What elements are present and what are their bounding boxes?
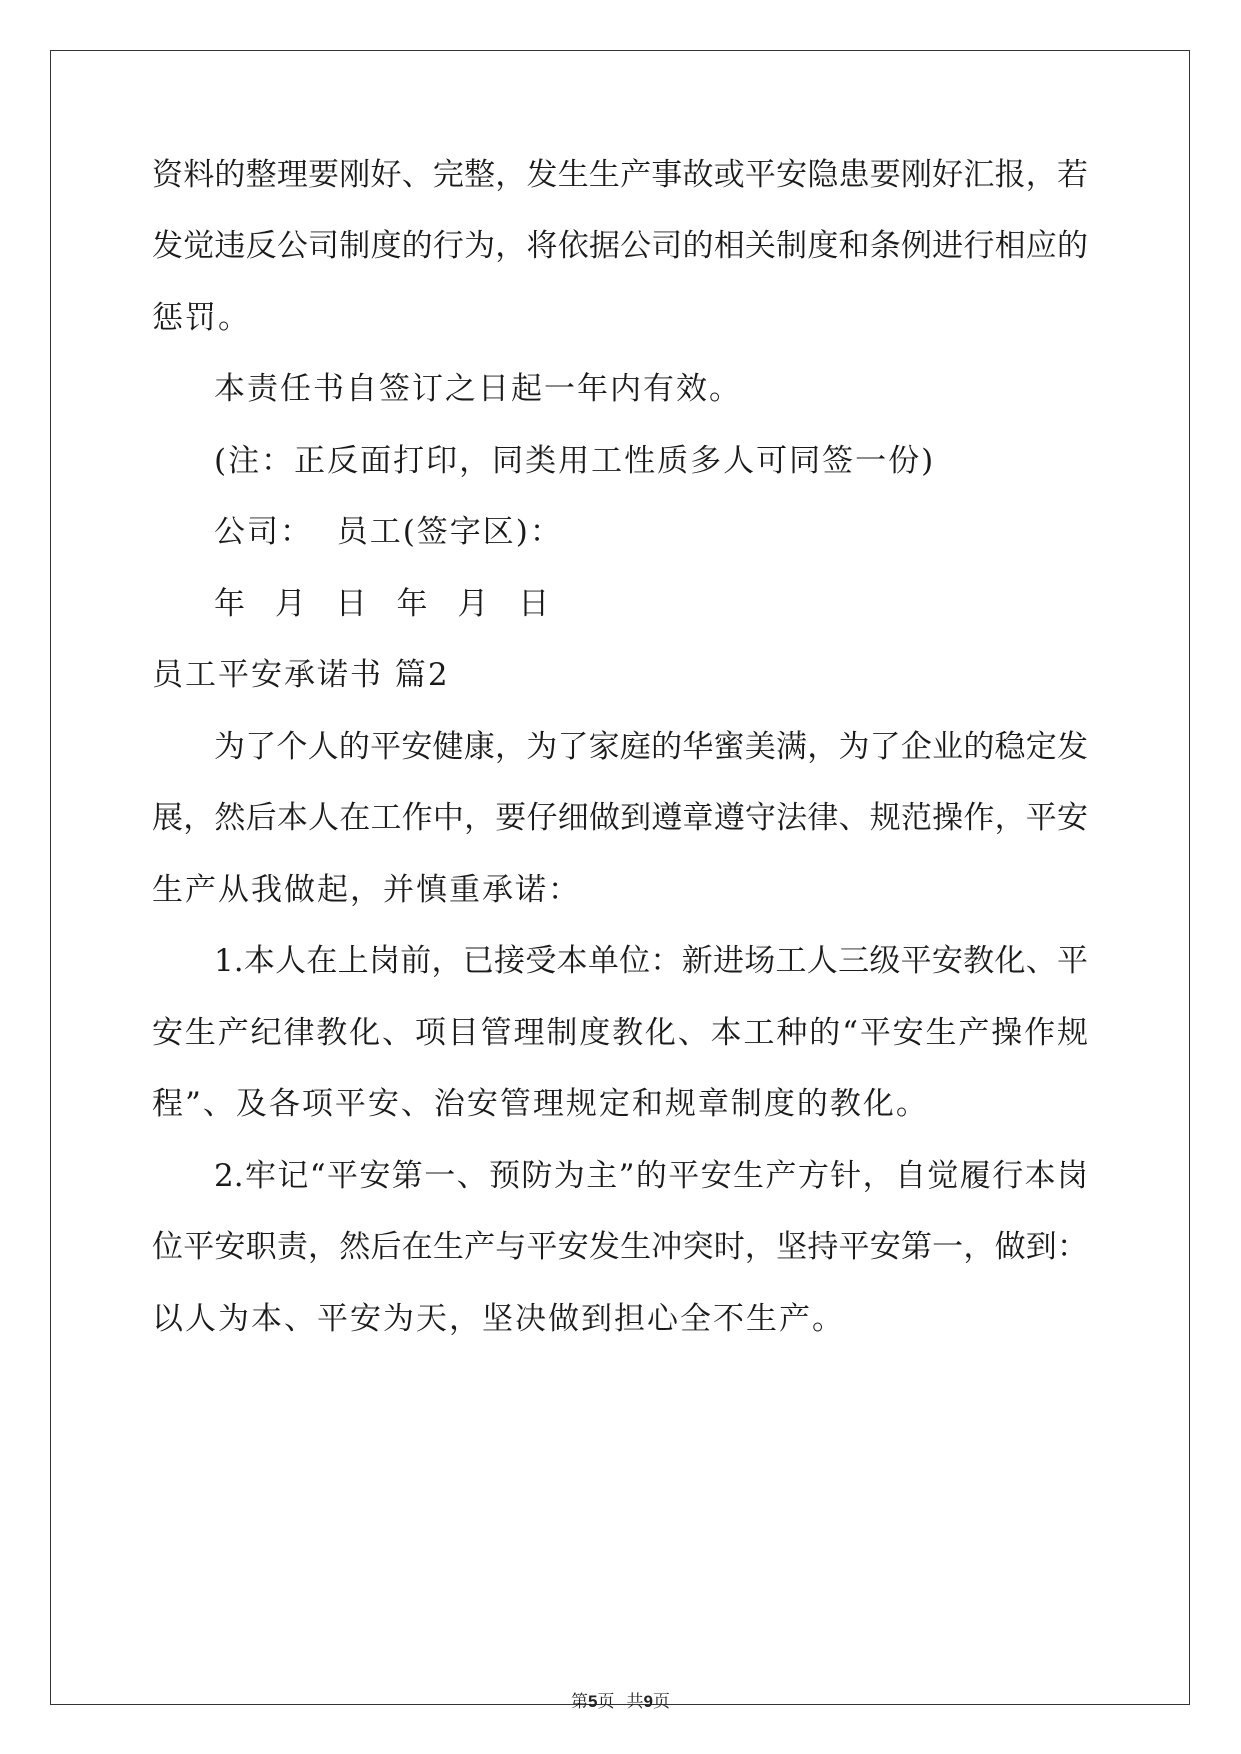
page-footer bbox=[0, 1687, 1241, 1712]
paragraph-line: 展，然后本人在工作中，要仔细做到遵章遵守法律、规范操作，平安 bbox=[152, 800, 1088, 836]
note-line: (注：正反面打印，同类用工性质多人可同签一份) bbox=[214, 443, 936, 479]
total-suffix: 页 bbox=[652, 1692, 670, 1712]
page-prefix: 第 bbox=[571, 1692, 589, 1712]
date-line: 年 月 日 年 月 日 bbox=[214, 586, 560, 622]
paragraph-line: 位平安职责，然后在生产与平安发生冲突时，坚持平安第一，做到： bbox=[152, 1229, 1088, 1265]
paragraph-line: 资料的整理要刚好、完整，发生生产事故或平安隐患要刚好汇报，若 bbox=[152, 157, 1088, 193]
paragraph-line: 本责任书自签订之日起一年内有效。 bbox=[214, 371, 742, 407]
total-prefix: 共 bbox=[626, 1692, 644, 1712]
paragraph-line: 1.本人在上岗前，已接受本单位：新进场工人三级平安教化、平 bbox=[214, 943, 1088, 979]
paragraph-line: 为了个人的平安健康，为了家庭的华蜜美满，为了企业的稳定发 bbox=[214, 729, 1088, 765]
section-heading: 员工平安承诺书 篇2 bbox=[152, 657, 450, 693]
paragraph-line: 惩罚。 bbox=[152, 300, 251, 336]
page-mid: 页 bbox=[597, 1692, 615, 1712]
page-total: 9 bbox=[643, 1692, 653, 1711]
page-current: 5 bbox=[588, 1692, 598, 1711]
paragraph-line: 发觉违反公司制度的行为，将依据公司的相关制度和条例进行相应的 bbox=[152, 228, 1088, 264]
signature-line: 公司： 员工(签字区)： bbox=[214, 514, 563, 550]
paragraph-line: 以人为本、平安为天，坚决做到担心全不生产。 bbox=[152, 1301, 845, 1337]
paragraph-line: 安生产纪律教化、项目管理制度教化、本工种的“平安生产操作规 bbox=[152, 1015, 1088, 1051]
paragraph-line: 程”、及各项平安、治安管理规定和规章制度的教化。 bbox=[152, 1086, 929, 1122]
paragraph-line: 生产从我做起，并慎重承诺： bbox=[152, 872, 581, 908]
paragraph-line: 2.牢记“平安第一、预防为主”的平安生产方针，自觉履行本岗 bbox=[214, 1158, 1088, 1194]
